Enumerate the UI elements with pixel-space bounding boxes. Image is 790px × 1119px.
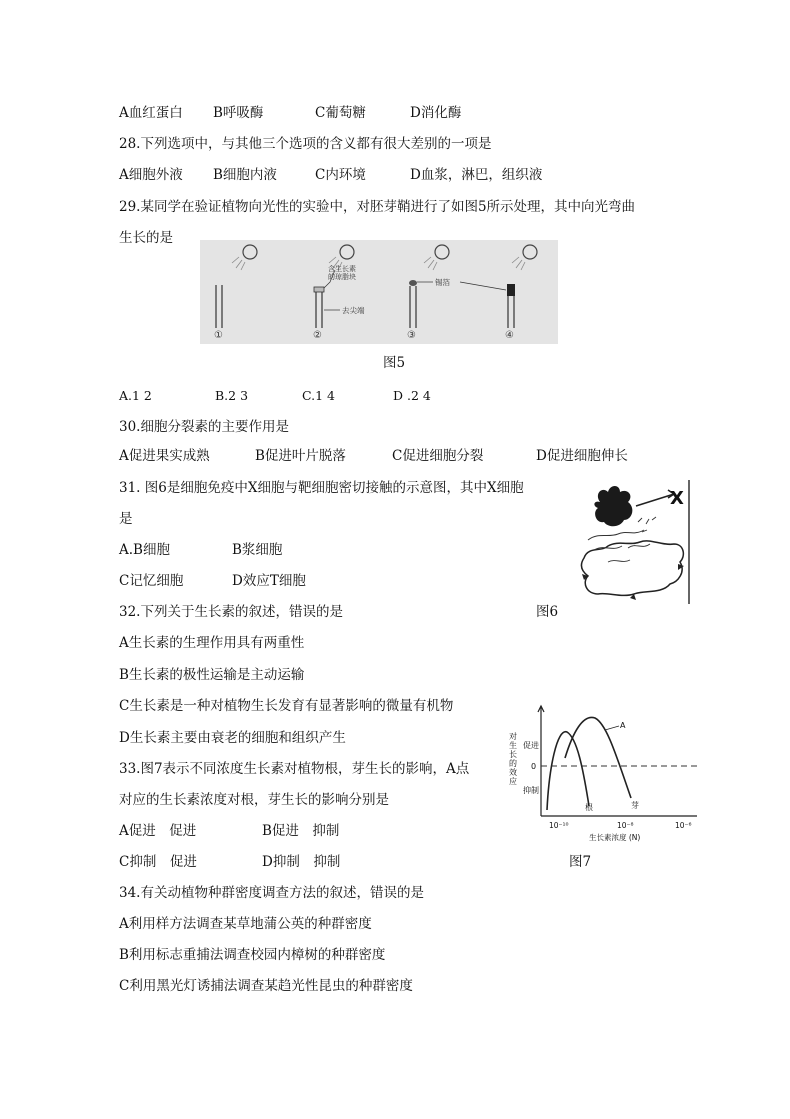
zero-label: 0 (531, 762, 537, 771)
q30-option-c: C促进细胞分裂 (392, 448, 484, 464)
figure-5-caption: 图5 (383, 355, 406, 371)
q33-stem-line1: 33.图7表示不同浓度生长素对植物根，芽生长的影响，A点 (119, 761, 470, 777)
q30-option-b: B促进叶片脱落 (255, 448, 346, 464)
q28-stem: 28.下列选项中，与其他三个选项的含义都有很大差别的一项是 (119, 136, 492, 152)
q31-option-a: A.B细胞 (119, 542, 170, 558)
q32-option-c: C生长素是一种对植物生长发育有显著影响的微量有机物 (119, 698, 454, 714)
q31-option-c: C记忆细胞 (119, 573, 184, 589)
q33-stem-line2: 对应的生长素浓度对根，芽生长的影响分别是 (119, 792, 389, 808)
figure-6-x-label: X (670, 488, 684, 509)
xtick-2: 10⁻⁸ (617, 821, 634, 830)
q30-option-d: D促进细胞伸长 (536, 448, 628, 464)
xtick-1: 10⁻¹⁰ (549, 821, 569, 830)
xtick-3: 10⁻⁶ (675, 821, 692, 830)
q27-option-a: A血红蛋白 (119, 105, 183, 121)
figure-5-agar-label: 含生长素 的琼脂块 (328, 265, 356, 281)
q29-stem-line1: 29.某同学在验证植物向光性的实验中，对胚芽鞘进行了如图5所示处理，其中向光弯曲 (119, 199, 636, 215)
root-label: 根 (585, 803, 593, 812)
q31-stem-line2: 是 (119, 511, 133, 527)
q32-option-a: A生长素的生理作用具有两重性 (119, 635, 305, 651)
q34-stem: 34.有关动植物种群密度调查方法的叙述，错误的是 (119, 885, 424, 901)
q28-option-d: D血浆，淋巴，组织液 (410, 167, 543, 183)
figure-6-cell-contact (578, 480, 696, 604)
q28-option-c: C内环境 (315, 167, 366, 183)
figure-5-foil-label: 锡箔 (435, 278, 450, 287)
q31-stem-line1: 31. 图6是细胞免疫中X细胞与靶细胞密切接触的示意图，其中X细胞 (119, 480, 524, 496)
figure-5-label-1: ① (214, 330, 223, 341)
q28-option-b: B细胞内液 (213, 167, 277, 183)
figure-7-caption: 图7 (569, 854, 592, 870)
bud-label: 芽 (631, 801, 639, 810)
point-a-label: A (620, 721, 626, 730)
q33-option-b: B促进 抑制 (262, 823, 340, 839)
q33-option-d: D抑制 抑制 (262, 854, 341, 870)
inhibit-label: 抑制 (523, 786, 539, 795)
q34-option-b: B利用标志重捕法调查校园内樟树的种群密度 (119, 947, 386, 963)
figure-5-label-4: ④ (505, 330, 514, 341)
q33-option-c: C抑制 促进 (119, 854, 197, 870)
figure-5-label-3: ③ (407, 330, 416, 341)
q32-option-d: D生长素主要由衰老的细胞和组织产生 (119, 730, 346, 746)
q29-stem-line2: 生长的是 (119, 230, 173, 246)
x-axis-label: 生长素浓度 (N) (589, 833, 641, 842)
q31-option-b: B浆细胞 (232, 542, 283, 558)
q29-option-c: C.1 4 (302, 388, 335, 403)
q34-option-c: C利用黑光灯诱捕法调查某趋光性昆虫的种群密度 (119, 978, 413, 994)
q29-option-b: B.2 3 (215, 388, 249, 403)
q31-option-d: D效应T细胞 (232, 573, 306, 589)
q28-option-a: A细胞外液 (119, 167, 183, 183)
q27-option-d: D消化酶 (410, 105, 462, 121)
q34-option-a: A利用样方法调查某草地蒲公英的种群密度 (119, 916, 372, 932)
figure-5-coleoptile-experiment (200, 240, 558, 344)
q27-option-b: B呼吸酶 (213, 105, 264, 121)
q32-option-b: B生长素的极性运输是主动运输 (119, 667, 305, 683)
q30-option-a: A促进果实成熟 (119, 448, 210, 464)
q29-option-d: D .2 4 (393, 388, 431, 403)
figure-5-label-2: ② (313, 330, 322, 341)
figure-6-caption: 图6 (536, 604, 559, 620)
q29-option-a: A.1 2 (119, 388, 152, 403)
q30-stem: 30.细胞分裂素的主要作用是 (119, 419, 289, 435)
figure-7-y-axis-label: 对生长的效应 (509, 732, 517, 786)
figure-7-auxin-graph (505, 698, 705, 844)
figure-5-cut-label: 去尖端 (342, 306, 365, 315)
q32-stem: 32.下列关于生长素的叙述，错误的是 (119, 604, 343, 620)
promote-label: 促进 (523, 741, 539, 750)
q33-option-a: A促进 促进 (119, 823, 197, 839)
q27-option-c: C葡萄糖 (315, 105, 366, 121)
